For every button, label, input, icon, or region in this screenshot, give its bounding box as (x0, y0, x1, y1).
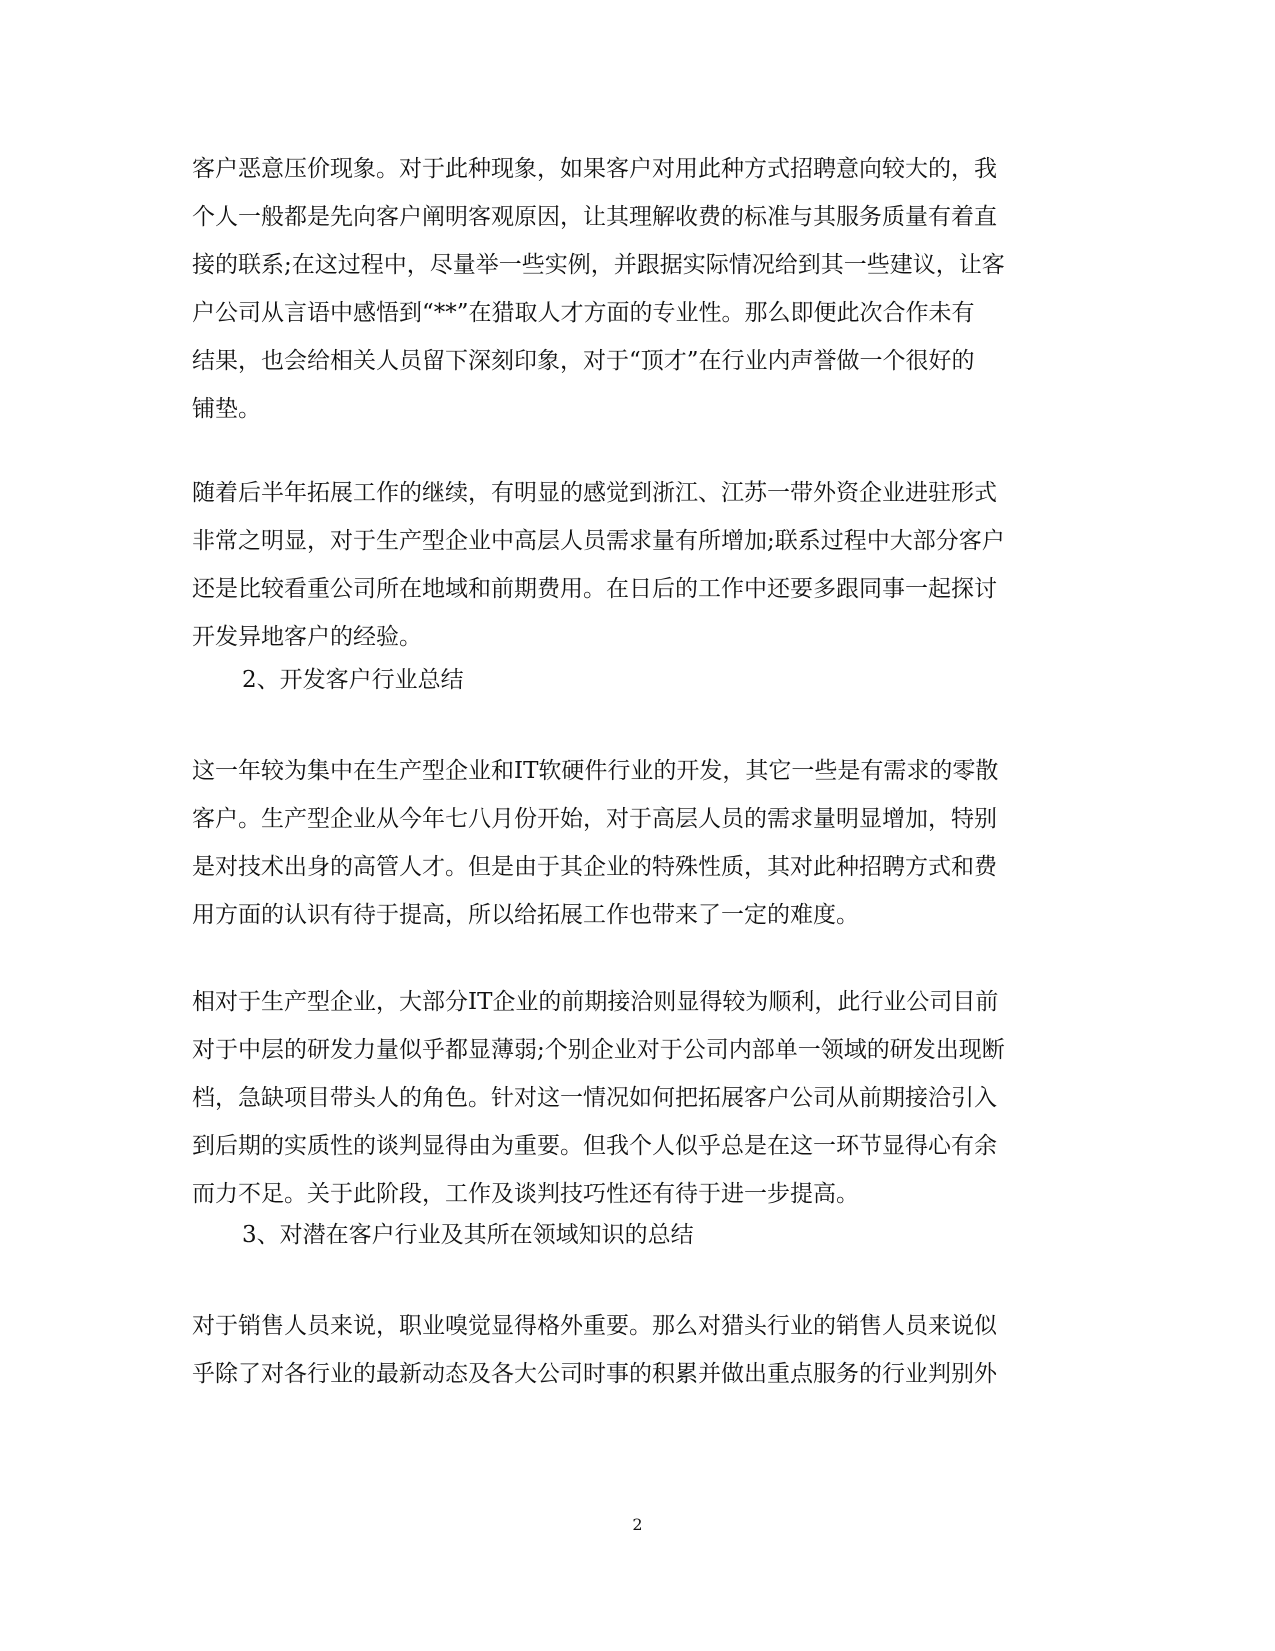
paragraph-5 (192, 1302, 1072, 1398)
text-line: 个人一般都是先向客户阐明客观原因，让其理解收费的标准与其服务质量有着直 (192, 204, 997, 230)
text-line: 用方面的认识有待于提高，所以给拓展工作也带来了一定的难度。 (192, 902, 859, 928)
text-line: 非常之明显，对于生产型企业中高层人员需求量有所增加;联系过程中大部分客户 (192, 528, 1005, 554)
section-heading-3: 3、对潜在客户行业及其所在领域知识的总结 (242, 1222, 694, 1248)
text-line: 结果，也会给相关人员留下深刻印象，对于“顶才”在行业内声誉做一个很好的 (192, 348, 975, 374)
page-number: 2 (632, 1515, 643, 1534)
text-line: 户公司从言语中感悟到“**”在猎取人才方面的专业性。那么即便此次合作未有 (192, 300, 975, 326)
text-line: 到后期的实质性的谈判显得由为重要。但我个人似乎总是在这一环节显得心有余 (192, 1133, 997, 1159)
paragraph-4 (192, 978, 1072, 1218)
text-line: 对于中层的研发力量似乎都显薄弱;个别企业对于公司内部单一领域的研发出现断 (192, 1037, 1005, 1063)
text-line: 客户恶意压价现象。对于此种现象，如果客户对用此种方式招聘意向较大的，我 (192, 156, 997, 182)
paragraph-2 (192, 469, 1072, 661)
text-line: 乎除了对各行业的最新动态及各大公司时事的积累并做出重点服务的行业判别外 (192, 1361, 997, 1387)
section-heading-2: 2、开发客户行业总结 (242, 667, 464, 693)
text-line: 接的联系;在这过程中，尽量举一些实例，并跟据实际情况给到其一些建议，让客 (192, 252, 1005, 278)
paragraph-1 (192, 145, 1072, 433)
text-line: 相对于生产型企业，大部分IT企业的前期接洽则显得较为顺利，此行业公司目前 (192, 989, 999, 1015)
text-line: 随着后半年拓展工作的继续，有明显的感觉到浙江、江苏一带外资企业进驻形式 (192, 480, 997, 506)
text-line: 铺垫。 (192, 396, 261, 422)
text-line: 档，急缺项目带头人的角色。针对这一情况如何把拓展客户公司从前期接洽引入 (192, 1085, 997, 1111)
text-line: 对于销售人员来说，职业嗅觉显得格外重要。那么对猎头行业的销售人员来说似 (192, 1313, 997, 1339)
text-line: 开发异地客户的经验。 (192, 624, 422, 650)
text-line: 是对技术出身的高管人才。但是由于其企业的特殊性质，其对此种招聘方式和费 (192, 854, 997, 880)
text-line: 还是比较看重公司所在地域和前期费用。在日后的工作中还要多跟同事一起探讨 (192, 576, 997, 602)
text-line: 客户。生产型企业从今年七八月份开始，对于高层人员的需求量明显增加，特别 (192, 806, 997, 832)
text-line: 这一年较为集中在生产型企业和IT软硬件行业的开发，其它一些是有需求的零散 (192, 758, 999, 784)
paragraph-3 (192, 747, 1072, 939)
text-line: 而力不足。关于此阶段，工作及谈判技巧性还有待于进一步提高。 (192, 1181, 859, 1207)
